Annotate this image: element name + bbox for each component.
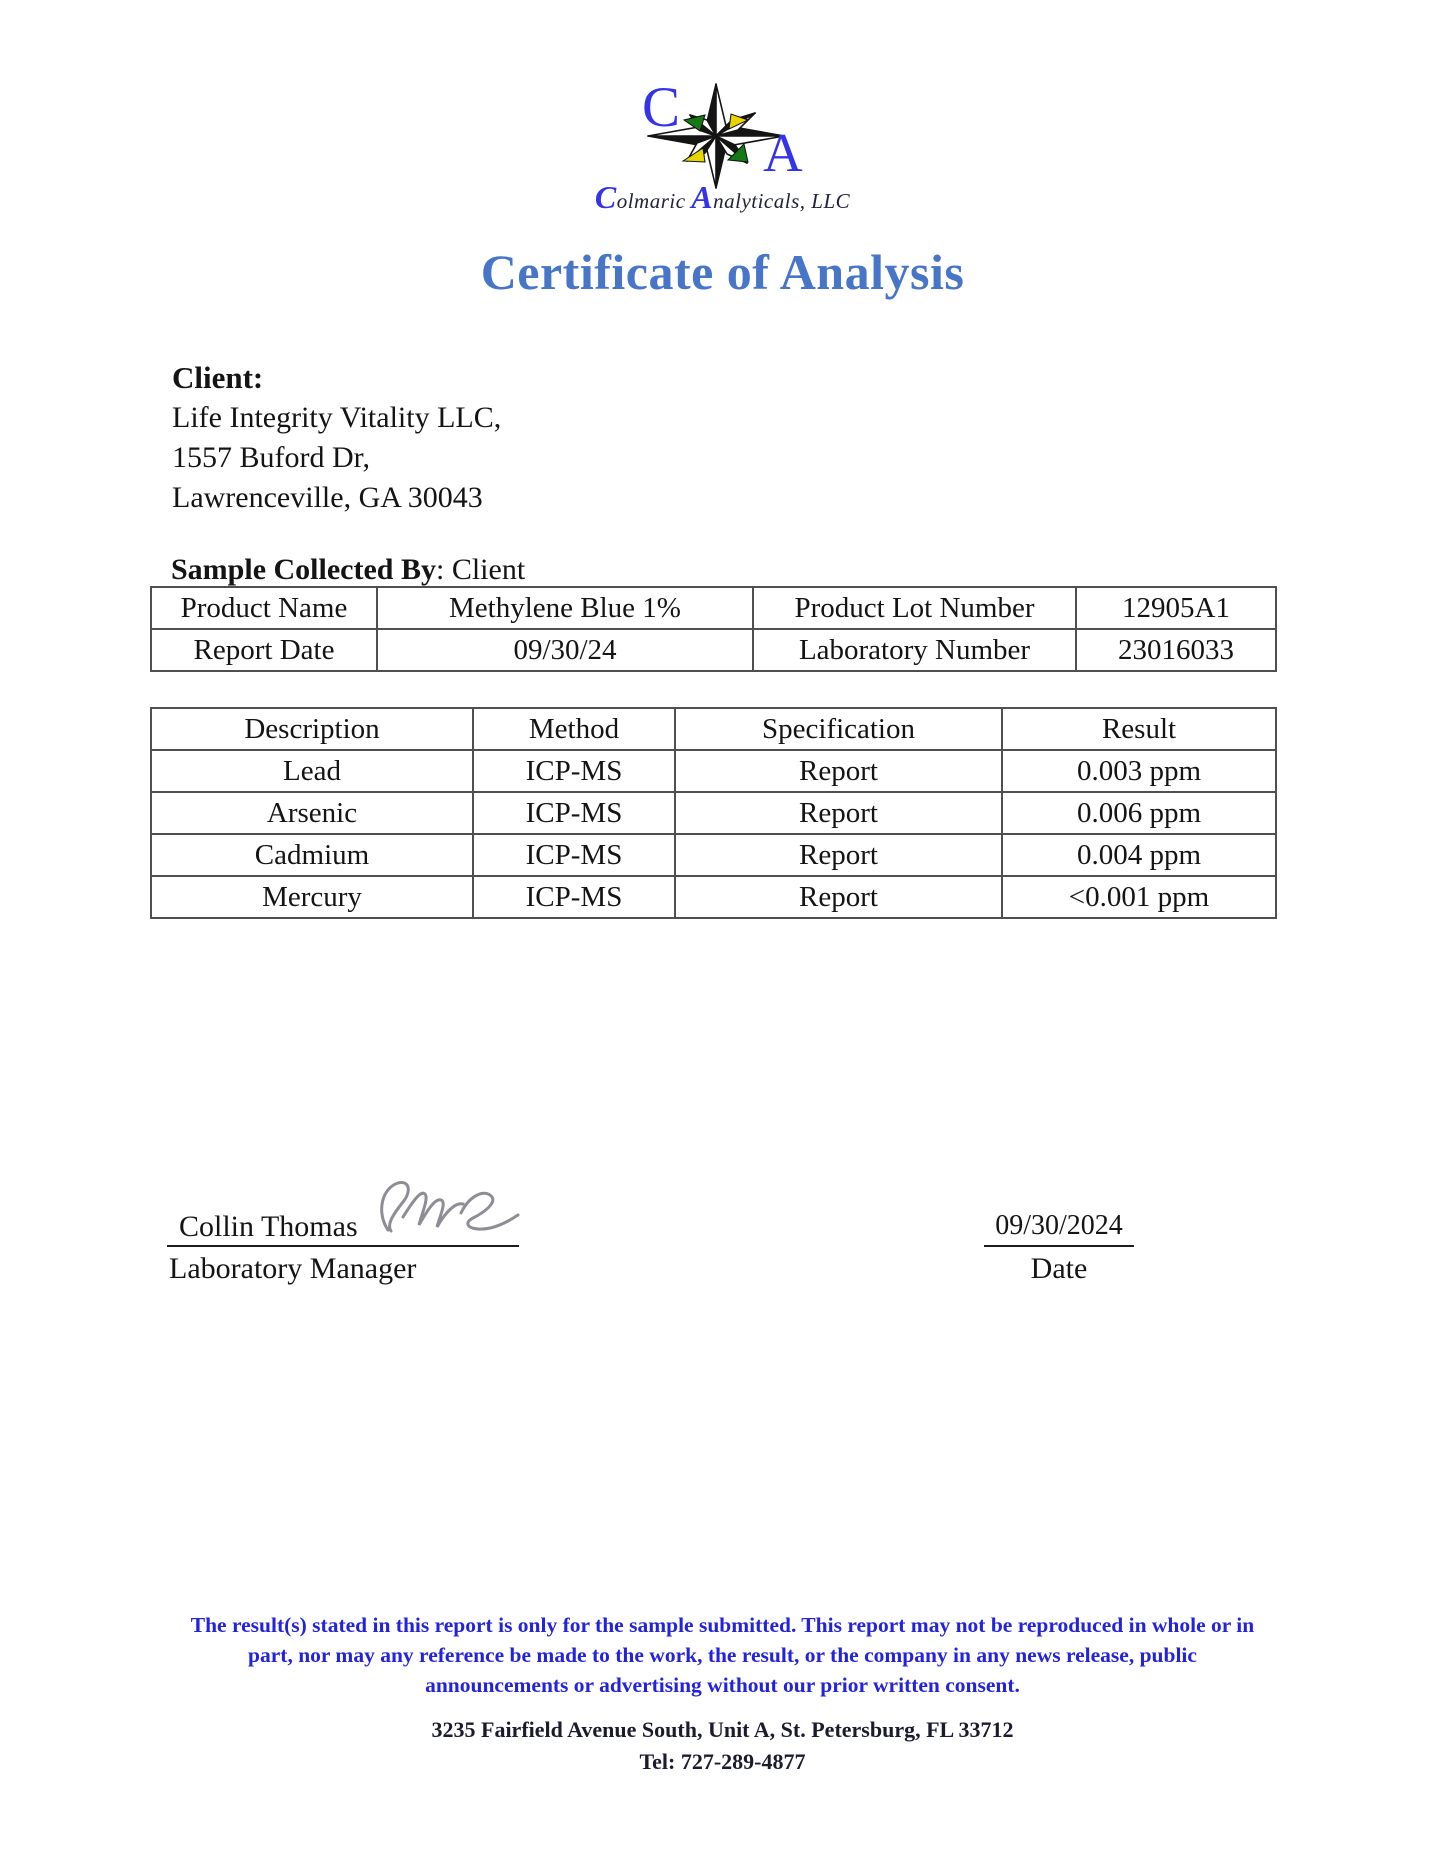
disclaimer-line: The result(s) stated in this report is only for the sample submitted. This report may not be reproduced in whole or in [190, 1613, 1255, 1637]
method-cell: ICP-MS [473, 876, 675, 918]
lot-number-value: 12905A1 [1076, 587, 1276, 629]
table-row [151, 587, 1276, 629]
result-cell: 0.004 ppm [1002, 834, 1276, 876]
analyte-cell: Mercury [151, 876, 473, 918]
client-block [172, 358, 501, 518]
lab-phone: Tel: 727-289-4877 [639, 1749, 806, 1774]
lab-number-value: 23016033 [1076, 629, 1276, 671]
product-name-label: Product Name [151, 587, 377, 629]
product-info-table [150, 586, 1277, 672]
spec-cell: Report [675, 834, 1002, 876]
client-name: Life Integrity Vitality LLC, [172, 401, 502, 434]
table-row [151, 792, 1276, 834]
method-cell: ICP-MS [473, 834, 675, 876]
signature-role: Laboratory Manager [169, 1252, 417, 1285]
table-row [151, 629, 1276, 671]
spec-cell: Report [675, 792, 1002, 834]
logo-caption-a: A [691, 179, 714, 215]
logo-caption [0, 179, 1445, 215]
disclaimer-text [0, 1610, 1445, 1700]
disclaimer-line: announcements or advertising without our prior written consent. [425, 1673, 1020, 1697]
col-header-result: Result [1002, 708, 1276, 750]
method-cell: ICP-MS [473, 792, 675, 834]
client-address-line: 1557 Buford Dr, [172, 441, 370, 474]
signature-date: 09/30/2024 [995, 1210, 1123, 1241]
analyte-cell: Lead [151, 750, 473, 792]
product-name-value: Methylene Blue 1% [377, 587, 753, 629]
logo-letter-a: A [763, 122, 803, 183]
spec-cell: Report [675, 876, 1002, 918]
signature-name: Collin Thomas [179, 1210, 358, 1243]
client-city-line: Lawrenceville, GA 30043 [172, 481, 483, 514]
table-row [151, 750, 1276, 792]
logo-letter-c: C [642, 78, 681, 139]
report-date-label: Report Date [151, 629, 377, 671]
table-header-row [151, 708, 1276, 750]
results-table [150, 707, 1277, 919]
col-header-description: Description [151, 708, 473, 750]
logo-caption-rest1: olmaric [616, 189, 692, 213]
client-label: Client: [172, 360, 264, 395]
table-row [151, 876, 1276, 918]
logo-compass-icon [592, 78, 852, 198]
col-header-specification: Specification [675, 708, 1002, 750]
table-row [151, 834, 1276, 876]
date-line [984, 1210, 1134, 1247]
col-header-method: Method [473, 708, 675, 750]
page-title: Certificate of Analysis [480, 244, 965, 300]
result-cell: 0.006 ppm [1002, 792, 1276, 834]
analyte-cell: Cadmium [151, 834, 473, 876]
lab-address: 3235 Fairfield Avenue South, Unit A, St. Petersburg, FL 33712 [431, 1717, 1014, 1742]
lot-number-label: Product Lot Number [753, 587, 1076, 629]
signature-scribble-icon [368, 1172, 526, 1252]
disclaimer-line: part, nor may any reference be made to the work, the result, or the company in any news release, public [248, 1643, 1197, 1667]
date-label: Date [1030, 1252, 1088, 1285]
result-cell: <0.001 ppm [1002, 876, 1276, 918]
analyte-cell: Arsenic [151, 792, 473, 834]
logo-caption-rest2: nalyticals, LLC [713, 189, 851, 213]
sample-collected-label: Sample Collected By [171, 553, 436, 586]
result-cell: 0.003 ppm [1002, 750, 1276, 792]
sample-collected-line [171, 553, 525, 587]
method-cell: ICP-MS [473, 750, 675, 792]
spec-cell: Report [675, 750, 1002, 792]
logo-caption-c: C [594, 179, 617, 215]
report-date-value: 09/30/24 [377, 629, 753, 671]
lab-address-block [0, 1714, 1445, 1778]
sample-collected-value: : Client [435, 553, 526, 586]
lab-number-label: Laboratory Number [753, 629, 1076, 671]
